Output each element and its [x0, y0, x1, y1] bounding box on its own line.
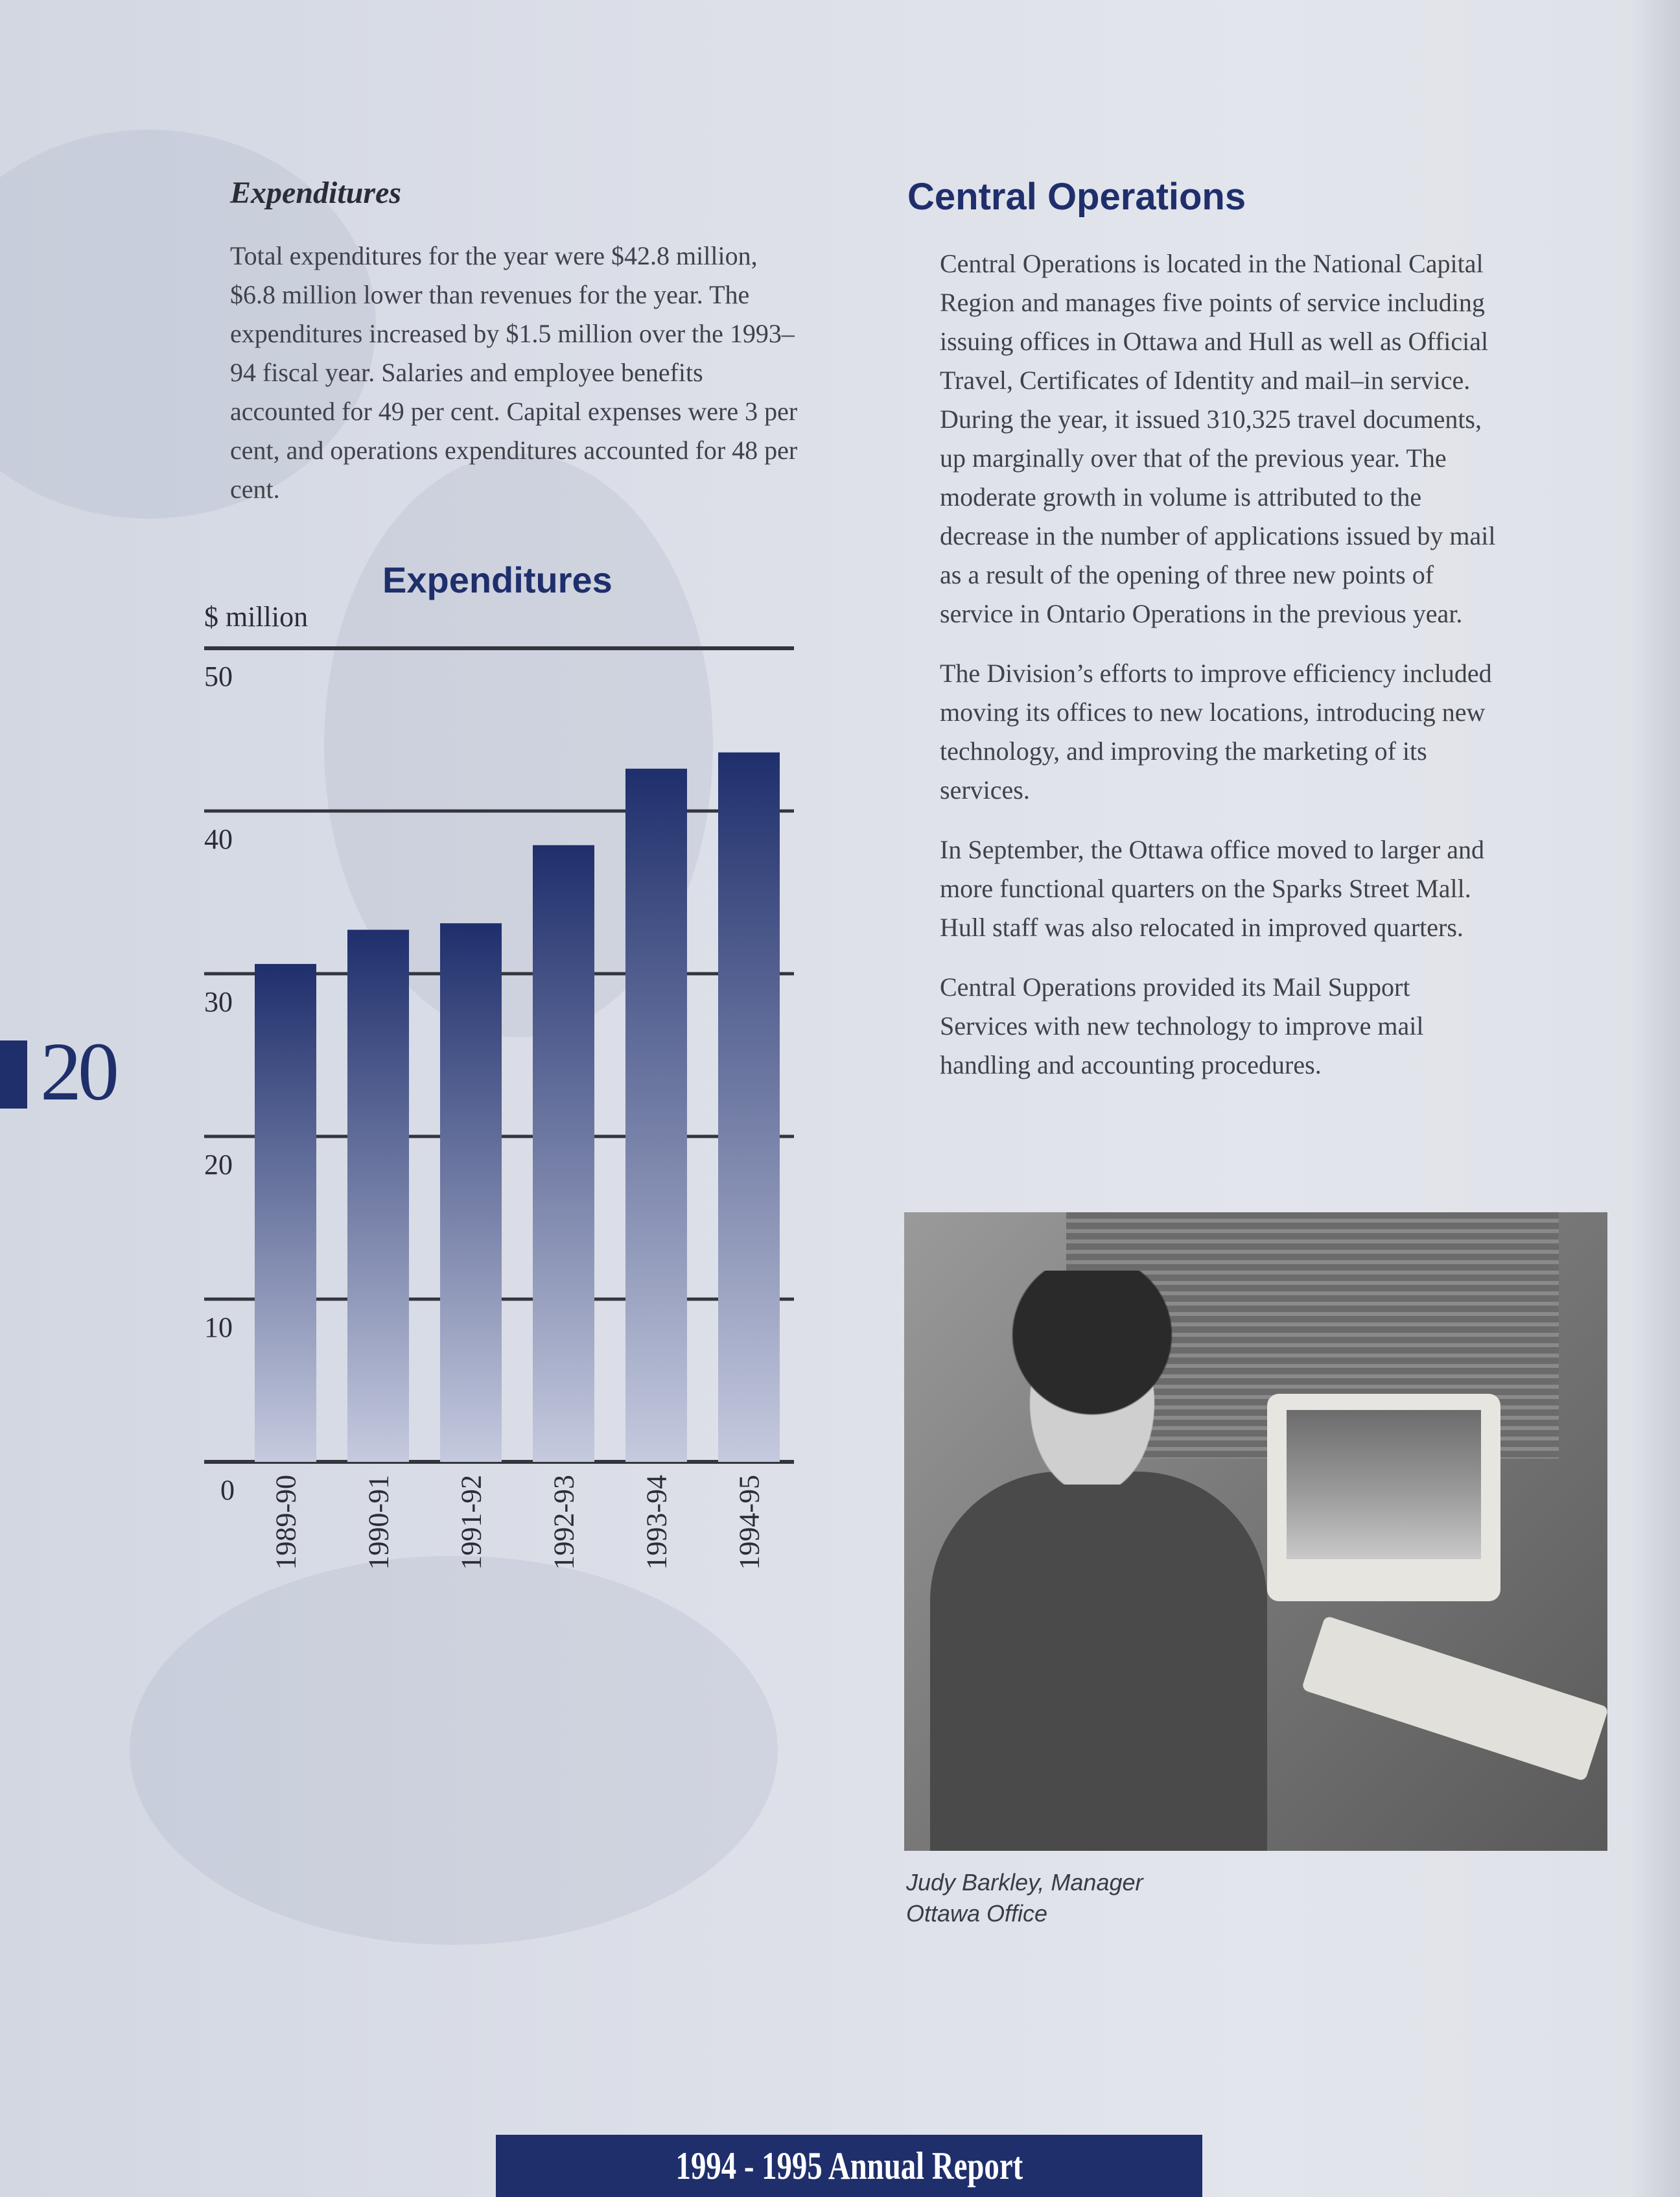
manager-photo [904, 1212, 1607, 1851]
y-tick-label: 10 [204, 1311, 233, 1343]
page-number-marker [0, 1040, 27, 1109]
computer-monitor [1267, 1394, 1500, 1601]
y-tick-label: 30 [204, 986, 233, 1018]
central-operations-section [907, 175, 1504, 1105]
x-tick-label: 1991-92 [455, 1475, 487, 1570]
footer-band [496, 2135, 1202, 2197]
bar-1989-90 [255, 964, 316, 1462]
expenditures-section [230, 175, 800, 509]
bar-1990-91 [347, 930, 409, 1462]
person-head [1001, 1271, 1183, 1485]
central-operations-paragraph-2: The Division’s efforts to improve efficiency included moving its offices to new locations, introducing new technology, and improving the marketing of its services. [940, 659, 1492, 805]
photo-caption [906, 1867, 1143, 1929]
monitor-screen [1287, 1410, 1481, 1559]
caption-office: Ottawa Office [906, 1900, 1048, 1927]
y-tick-label: 20 [204, 1149, 233, 1181]
central-operations-paragraph-4: Central Operations provided its Mail Support Services with new technology to improve mail handling and accounting procedures. [940, 972, 1424, 1079]
x-tick-label: 1992-93 [548, 1475, 580, 1570]
chart-title: Expenditures [382, 559, 612, 600]
background-map-shape [130, 1556, 778, 1945]
central-operations-paragraph-3: In September, the Ottawa office moved to larger and more functional quarters on the Sparks Street Mall. Hull staff was also relocated in improved quarters. [940, 835, 1484, 942]
caption-name: Judy Barkley, Manager [906, 1869, 1143, 1896]
expenditures-paragraph: Total expenditures for the year were $42.8 million, $6.8 million lower than revenues for the year. The expenditures increased by $1.5 million over the 1993–94 fiscal year. Salaries and employee benefits accounted for 49 per cent. Capital expenses were 3 per cent, and operations expenditures accounted for 48 per cent. [230, 241, 798, 504]
person-body [930, 1472, 1267, 1851]
expenditures-bar-chart [194, 635, 804, 1608]
x-tick-label: 1990-91 [362, 1475, 395, 1570]
central-operations-paragraph-1: Central Operations is located in the National Capital Region and manages five points of service including issuing offices in Ottawa and Hull as well as Official Travel, Certificates of Identity and mail–in service. During the year, it issued 310,325 travel documents, up marginally over that of the previous year. The moderate growth in volume is attributed to the decrease in the number of applications issued by mail as a result of the opening of three new points of service in Ontario Operations in the previous year. [940, 249, 1496, 628]
page-number: 20 [40, 1026, 115, 1118]
chart-y-unit: $ million [204, 601, 309, 633]
bar-1991-92 [440, 923, 502, 1462]
x-tick-label: 1993-94 [640, 1475, 673, 1570]
expenditures-heading: Expenditures [230, 176, 402, 210]
bar-1992-93 [533, 845, 594, 1462]
bar-1993-94 [625, 769, 687, 1462]
y-tick-label: 0 [220, 1474, 235, 1506]
bar-1994-95 [718, 753, 780, 1462]
y-tick-label: 50 [204, 661, 233, 692]
x-tick-label: 1994-95 [733, 1475, 765, 1570]
keyboard [1301, 1615, 1607, 1781]
footer-title: 1994 - 1995 Annual Report [675, 2144, 1023, 2187]
central-operations-title: Central Operations [907, 176, 1246, 218]
x-tick-label: 1989-90 [270, 1475, 302, 1570]
y-tick-label: 40 [204, 823, 233, 855]
